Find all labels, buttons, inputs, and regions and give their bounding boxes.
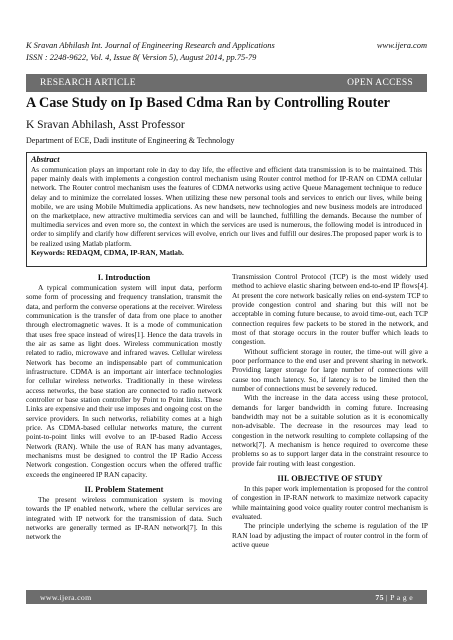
issn-line: ISSN : 2248-9622, Vol. 4, Issue 8( Version 5), August 2014, pp.75-79 (26, 53, 257, 62)
keywords-label: Keywords: (31, 247, 66, 257)
paragraph: A typical communication system will input data, perform some form of processing and frequency translation, transmit the data, and perform the converse operations at the receiver. Wireless communication is the transfer of data from one place to another through electromagnetic waves. It is a mode of communication that uses free space instead of wires[1]. Hence the data travels in the air as same as light does. Wireless communication mostly related to radio, microwave and infrared waves. Cellular wireless Network has become an indispensable part of communication infrastructure. CDMA is an important air interface technologies for cellular wireless networks. Traditionally in these wireless access networks, the base station are connected to radio network controller or base station controller by Point to Point links. These Links are expensive and their use imposes and ongoing cost on the service providers. In such networks, reliability comes at a high price. As CDMA-based cellular networks mature, the current point-to-point links will evolve to an IP-based Radio Access Network (RAN). While the use of RAN has many advantages, mechanisms must be designed to control the IP Radio Access Network congestion. Congestion occurs when the offered traffic exceeds the engineered IP RAN capacity. (26, 283, 222, 479)
open-access-label: OPEN ACCESS (347, 78, 413, 88)
footer-website[interactable]: www.ijera.com (40, 592, 92, 602)
keywords-line (31, 248, 422, 257)
section-heading-objective: III. OBJECTIVE OF STUDY (277, 473, 383, 483)
paper-affiliation: Department of ECE, Dadi institute of Engineering & Technology (26, 136, 235, 145)
page-number (375, 593, 413, 602)
section-heading-introduction: I. Introduction (97, 273, 151, 282)
page-number-label: | P a g e (383, 592, 413, 602)
abstract-body: As communication plays an important role in day to day life, the effective and efficient data transmission is to be maintained. This paper mainly deals with implements a congestion control mechanism using Router control method for IP-RAN on CDMA cellular network. The Router control mechanism uses the features of CDMA networks using active Queue Management technique to reduce delay and to minimize the correlated losses. When utilizing these new personal tools and services to enrich our lives, while being mobile, we are using Mobile Multimedia applications. As new handsets, new technologies and new business models are introduced on the marketplace, new attractive multimedia services can and will be launched, fulfilling the demands. Because the number of multimedia services and even more so, the context in which the services are used is numerous, the following model is introduced in order to simplify and clarify how different services will evolve, enrich our lives and fulfill our desires.The proposed paper work is to be realized using Matlab platform. (31, 165, 422, 248)
journal-website[interactable]: www.ijera.com (376, 41, 427, 50)
paragraph: In this paper work implementation is proposed for the control of congestion in IP-RAN network to maximize network capacity while maintaining good voice quality router control mechanism is evaluated. (232, 483, 428, 521)
section-heading-problem-statement: II. Problem Statement (84, 484, 164, 494)
abstract-box (26, 152, 427, 267)
paragraph: Without sufficient storage in router, the time-out will give a poor performance to the end user and prevent sharing in network. Providing larger storage for large number of connections will cause too much latency. So, if latency is to be limited then the number of connections must be severely reduced. (232, 346, 428, 393)
right-column (232, 272, 428, 549)
journal-header (26, 40, 427, 63)
page-number-value: 75 (375, 592, 384, 602)
journal-name: K Sravan Abhilash Int. Journal of Engineering Research and Applications (26, 41, 275, 50)
page-footer (26, 590, 427, 604)
left-column (26, 272, 222, 542)
keywords-text: REDAQM, CDMA, IP-RAN, Matlab. (65, 247, 184, 257)
paragraph: Transmission Control Protocol (TCP) is the most widely used method to achieve elastic sharing between end-to-end IP flows[4]. At present the core network basically relies on end-system TCP to provide congestion control and sharing but this will not be acceptable in coming future because, to avoid time-out, each TCP connection requires few packets to be stored in the network, and most of that storage occurs in the router buffer which leads to congestion. (232, 272, 428, 347)
research-article-label: RESEARCH ARTICLE (40, 78, 136, 88)
paragraph: The principle underlying the scheme is regulation of the IP RAN load by adjusting the impact of router control in the form of active queue (232, 521, 428, 549)
article-banner (26, 74, 427, 92)
paragraph: With the increase in the data access using these protocol, demands for larger bandwidth in coming future. Increasing bandwidth may not be a suitable solution as it is economically non-advisable. The decrease in the resources may lead to congestion in the network resulting to complete collapsing of the network[7]. A mechanism is hence required to overcome these problems so as to support larger data in the constraint resource to provide fair routing with least congestion. (232, 393, 428, 468)
paragraph: The present wireless communication system is moving towards the IP enabled network, where the cellular services are integrated with IP network for the transmission of data. Such networks are generally termed as IP-RAN network[7]. In this network the (26, 494, 222, 542)
paper-title: A Case Study on Ip Based Cdma Ran by Controlling Router (26, 95, 390, 111)
abstract-heading: Abstract (31, 155, 60, 164)
paper-authors: K Sravan Abhilash, Asst Professor (26, 119, 185, 131)
